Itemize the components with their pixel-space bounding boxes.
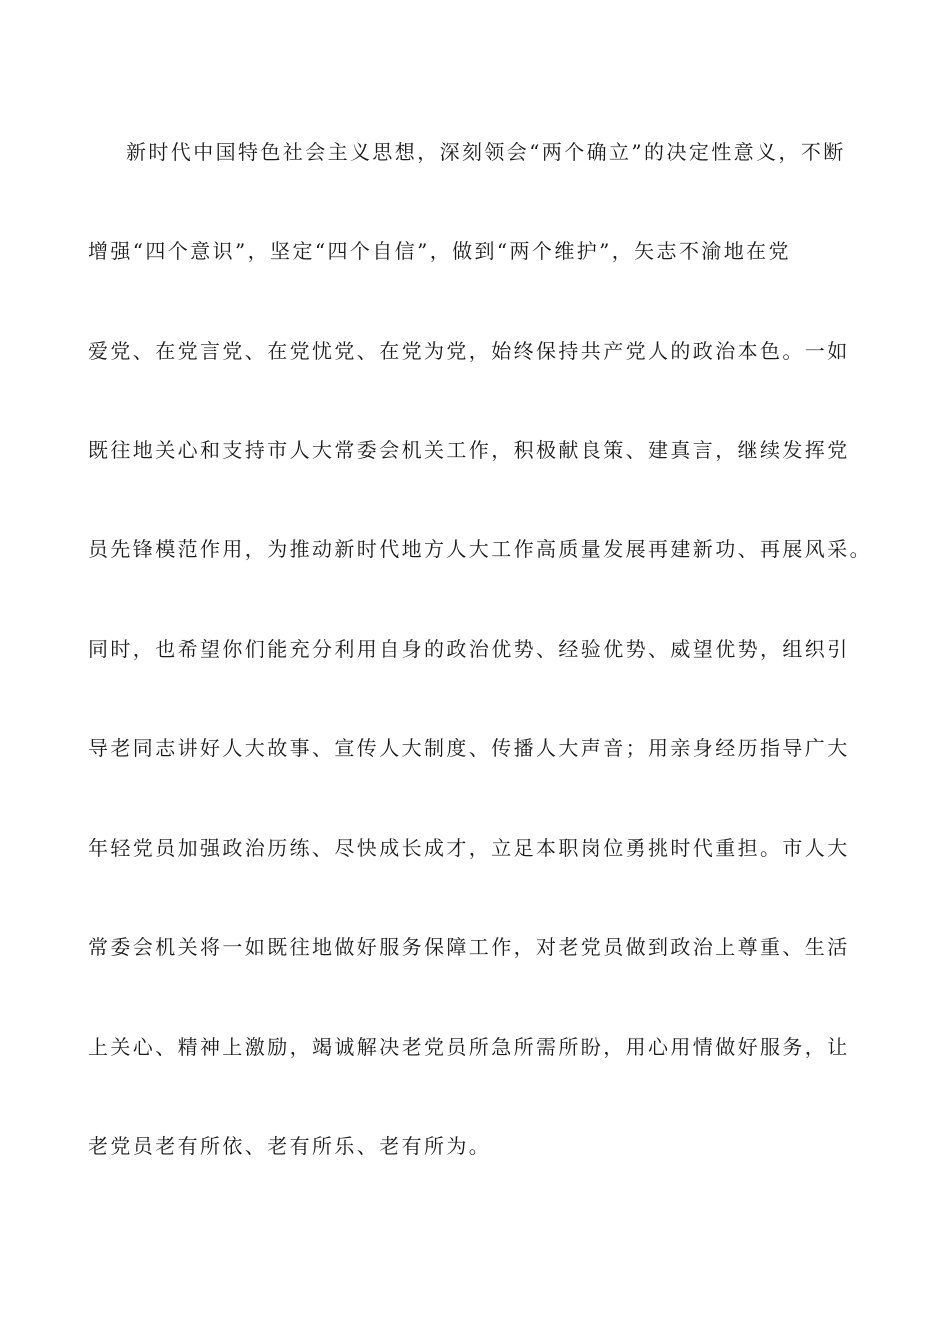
text-line: 增强“四个意识”，坚定“四个自信”，做到“两个维护”，矢志不渝地在党 bbox=[88, 239, 791, 263]
text-line: 爱党、在党言党、在党忧党、在党为党，始终保持共产党人的政治本色。一如 bbox=[88, 339, 850, 363]
text-line: 年轻党员加强政治历练、尽快成长成才，立足本职岗位勇挑时代重担。市人大 bbox=[88, 836, 850, 860]
text-line: 员先锋模范作用，为推动新时代地方人大工作高质量发展再建新功、再展风采。 bbox=[88, 537, 872, 561]
text-line: 新时代中国特色社会主义思想，深刻领会“两个确立”的决定性意义，不断 bbox=[126, 140, 846, 164]
text-line: 常委会机关将一如既往地做好服务保障工作，对老党员做到政治上尊重、生活 bbox=[88, 935, 850, 959]
text-line: 导老同志讲好人大故事、宣传人大制度、传播人大声音；用亲身经历指导广大 bbox=[88, 736, 850, 760]
text-line: 上关心、精神上激励，竭诚解决老党员所急所需所盼，用心用情做好服务，让 bbox=[88, 1035, 850, 1059]
text-line: 同时，也希望你们能充分利用自身的政治优势、经验优势、威望优势，组织引 bbox=[88, 637, 850, 661]
text-line: 老党员老有所依、老有所乐、老有所为。 bbox=[88, 1134, 492, 1158]
text-line: 既往地关心和支持市人大常委会机关工作，积极献良策、建真言，继续发挥党 bbox=[88, 438, 850, 462]
